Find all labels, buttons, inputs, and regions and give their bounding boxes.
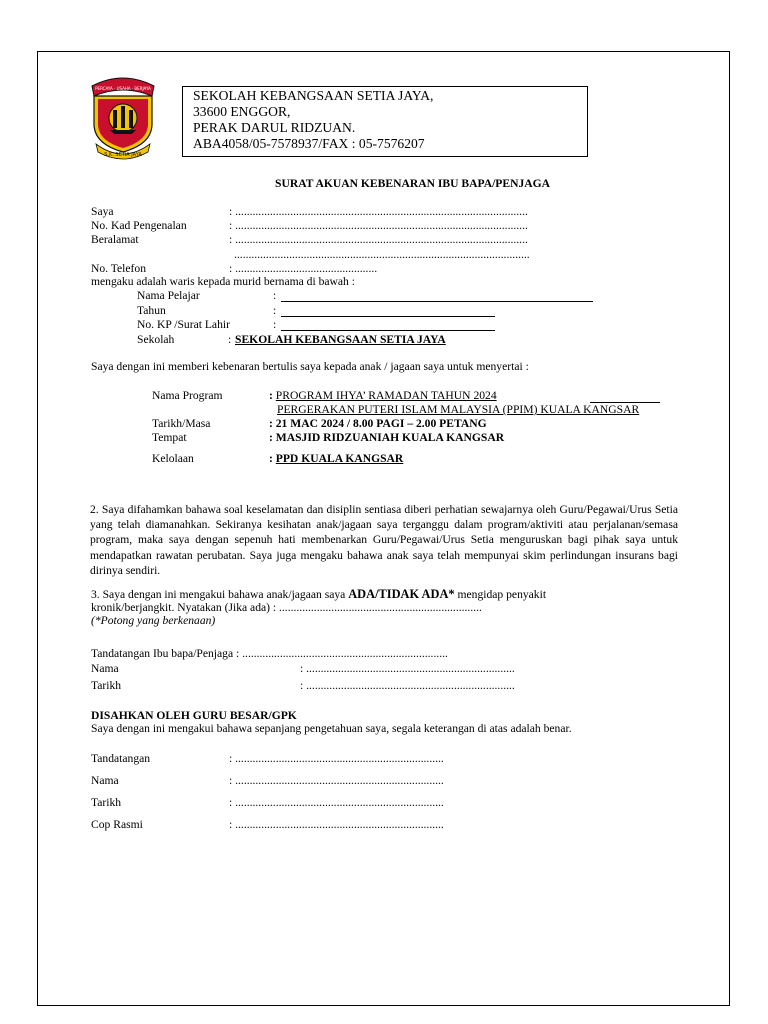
saya-field[interactable]: : .....................................................................................................	[229, 205, 528, 218]
program-name-line2: PERGERAKAN PUTERI ISLAM MALAYSIA (PPIM) KUALA KANGSAR	[277, 403, 640, 416]
program-venue-value: : MASJID RIDZUANIAH KUALA KANGSAR	[269, 431, 505, 444]
approval-heading: DISAHKAN OLEH GURU BESAR/GPK	[91, 709, 297, 722]
address-label: Beralamat	[91, 233, 139, 246]
school-name: SEKOLAH KEBANGSAAN SETIA JAYA,	[193, 88, 434, 103]
parent-name-field[interactable]: : ........................................................................	[300, 662, 515, 675]
parent-date-label: Tarikh	[91, 679, 122, 692]
parent-date-field[interactable]: : ........................................................................	[300, 679, 515, 692]
program-name-value1: PROGRAM IHYA’ RAMADAN TAHUN 2024	[275, 389, 497, 402]
health-declaration-line1	[91, 587, 546, 602]
program-org-value: PPD KUALA KANGSAR	[275, 452, 404, 465]
student-kp-field[interactable]	[281, 330, 495, 331]
program-name-colon: :	[269, 389, 276, 402]
health-declaration-line2[interactable]: kronik/berjangkit. Nyatakan (Jika ada) : ......................................................................	[91, 601, 482, 614]
health-choice[interactable]: ADA/TIDAK ADA*	[348, 587, 455, 601]
program-venue-label: Tempat	[152, 431, 187, 444]
hm-date-field[interactable]: : ........................................................................	[229, 796, 444, 809]
student-year-label: Tahun	[137, 304, 166, 317]
strike-note: (*Potong yang berkenaan)	[91, 614, 216, 627]
student-year-field[interactable]	[281, 316, 495, 317]
saya-label: Saya	[91, 205, 114, 218]
student-school-label: Sekolah	[137, 333, 175, 346]
hm-sign-label: Tandatangan	[91, 752, 151, 765]
hm-sign-field[interactable]: : ........................................................................	[229, 752, 444, 765]
phone-field[interactable]: : .................................................	[229, 262, 378, 275]
hm-stamp-label: Cop Rasmi	[91, 818, 143, 831]
parent-sign-label-text: Tandatangan Ibu bapa/Penjaga	[91, 647, 234, 660]
student-name-label: Nama Pelajar	[137, 289, 200, 302]
school-state: PERAK DARUL RIDZUAN.	[193, 120, 356, 135]
health-suffix: mengidap penyakit	[454, 588, 547, 601]
program-name-line1	[269, 389, 497, 403]
program-org-colon: :	[269, 452, 276, 465]
school-crest-logo	[88, 72, 158, 160]
student-name-field[interactable]	[281, 301, 593, 302]
safety-paragraph: 2. Saya difahamkan bahawa soal keselamatan dan disiplin sentiasa diberi perhatian sewajarnya oleh Guru/Pegawai/Urus Setia yang telah diamanahkan. Sekiranya kesihatan anak/jagaan saya terganggu dalam program/aktiviti atau perjalanan/semasa program, maka saya dengan sepenuh hati membenarkan Guru/Pegawai/Urus Setia menguruskan bagi pihak saya untuk mendapatkan rawatan perubatan. Saya juga mengaku bahawa anak saya telah mempunyai skim perlindungan insurans bagi dirinya sendiri.	[90, 503, 678, 577]
approval-text: Saya dengan ini mengakui bahawa sepanjang pengetahuan saya, segala keterangan di atas adalah benar.	[91, 722, 572, 735]
program-org-label: Kelolaan	[152, 452, 194, 465]
parent-sign-label	[91, 647, 448, 661]
permission-text: Saya dengan ini memberi kebenaran bertulis saya kepada anak / jagaan saya untuk menyertai :	[91, 360, 529, 373]
parent-sign-field[interactable]: : .......................................................................	[233, 647, 448, 660]
school-contact: ABA4058/05-7578937/FAX : 05-7576207	[193, 136, 425, 151]
address-field-2[interactable]: ......................................................................................................	[234, 248, 530, 261]
hm-name-label: Nama	[91, 774, 119, 787]
document-title: SURAT AKUAN KEBENARAN IBU BAPA/PENJAGA	[275, 177, 551, 190]
program-date-label: Tarikh/Masa	[152, 417, 211, 430]
program-name-label: Nama Program	[152, 389, 223, 402]
student-kp-label: No. KP /Surat Lahir	[137, 318, 230, 331]
phone-label: No. Telefon	[91, 262, 146, 275]
student-year-colon: :	[273, 304, 277, 317]
hm-date-label: Tarikh	[91, 796, 122, 809]
ic-label: No. Kad Pengenalan	[91, 219, 187, 232]
ic-field[interactable]: : .....................................................................................................	[229, 219, 528, 232]
student-kp-colon: :	[273, 318, 277, 331]
student-school-value: SEKOLAH KEBANGSAAN SETIA JAYA	[235, 333, 446, 346]
address-field-1[interactable]: : .....................................................................................................	[229, 233, 528, 246]
program-org-line	[269, 452, 403, 466]
declaration-text: mengaku adalah waris kepada murid bernama di bawah :	[91, 275, 355, 288]
student-name-colon: :	[273, 289, 277, 302]
school-postcode: 33600 ENGGOR,	[193, 104, 291, 119]
hm-stamp-field[interactable]: : ........................................................................	[229, 818, 444, 831]
student-school-colon: :	[228, 333, 232, 346]
program-date-value: : 21 MAC 2024 / 8.00 PAGI – 2.00 PETANG	[269, 417, 487, 430]
health-prefix: 3. Saya dengan ini mengakui bahawa anak/jagaan saya	[91, 588, 349, 601]
parent-name-label: Nama	[91, 662, 119, 675]
crest-label-text: S.K. SETIA JAYA	[104, 152, 142, 158]
hm-name-field[interactable]: : ........................................................................	[229, 774, 444, 787]
crest-banner-text: PERCAYA · USAHA · BERJAYA	[95, 86, 151, 91]
